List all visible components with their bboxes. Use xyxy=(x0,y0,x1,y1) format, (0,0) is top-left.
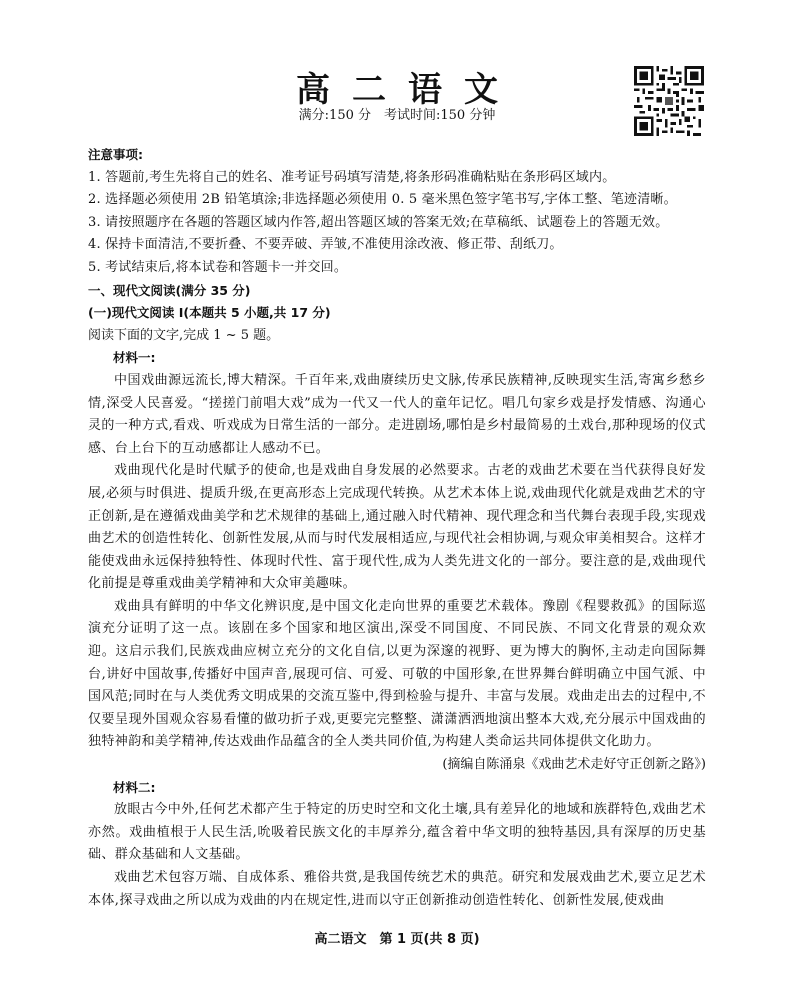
note-item: 3. 请按照题序在各题的答题区域内作答,超出答题区域的答案无效;在草稿纸、试题卷上的答题无效。 xyxy=(88,214,669,230)
note-item: 4. 保持卡面清洁,不要折叠、不要弄破、弄皱,不准使用涂改液、修正带、刮纸刀。 xyxy=(88,237,563,253)
material1-paragraph: 戏曲现代化是时代赋予的使命,也是戏曲自身发展的必然要求。古老的戏曲艺术要在当代获得良好发展,必须与时俱进、提质升级,在更高形态上完成现代转换。从艺术本体上说,戏曲现代化就是戏曲艺术的守正创新,是在遵循戏曲美学和艺术规律的基础上,通过融入时代精神、现代理念和当代舞台表现手段,实现戏曲艺术的创造性转化、创新性发展,从而与时代发展相适应,与现代社会相协调,与观众审美相契合。这样才能使戏曲永远保持独特性、体现时代性、富于现代性,成为人类先进文化的一部分。要注意的是,戏曲现代化前提是尊重戏曲美学精神和大众审美趣味。 xyxy=(88,463,706,592)
section-heading: 一、现代文阅读(满分 35 分) xyxy=(88,282,251,298)
reading-instruction: 阅读下面的文字,完成 1 ~ 5 题。 xyxy=(88,327,280,343)
page-title: 高二语文 xyxy=(296,70,520,110)
note-item: 2. 选择题必须使用 2B 铅笔填涂;非选择题必须使用 0. 5 毫米黑色签字笔书写,字体工整、笔迹清晰。 xyxy=(88,192,677,208)
material1-paragraph: 戏曲具有鲜明的中华文化辨识度,是中国文化走向世界的重要艺术载体。豫剧《程婴救孤》的国际巡演充分证明了这一点。该剧在多个国家和地区演出,深受不同国度、不同民族、不同文化背景的观众欢迎。这启示我们,民族戏曲应树立充分的文化自信,以更为深邃的视野、更为博大的胸怀,主动走向国际舞台,讲好中国故事,传播好中国声音,展现可信、可爱、可敬的中国形象,在世界舞台鲜明确立中国气派、中国风范;同时在与人类优秀文明成果的交流互鉴中,得到检验与提升、丰富与发展。戏曲走出去的过程中,不仅要呈现外国观众容易看懂的做功折子戏,更要完完整整、潇潇洒洒地演出整本大戏,充分展示中国戏曲的独特神韵和美学精神,传达戏曲作品蕴含的全人类共同价值,为构建人类命运共同体提供文化助力。 xyxy=(88,598,706,750)
material2-paragraph: 放眼古今中外,任何艺术都产生于特定的历史时空和文化土壤,具有差异化的地域和族群特色,戏曲艺术亦然。戏曲植根于人民生活,吮吸着民族文化的丰厚养分,蕴含着中华文明的独特基因,具有深厚的历史基础、群众基础和人文基础。 xyxy=(88,802,706,863)
material1-source: (摘编自陈涌泉《戏曲艺术走好守正创新之路》) xyxy=(442,757,706,773)
exam-info: 满分:150 分 考试时间:150 分钟 xyxy=(298,108,496,123)
material1-paragraph: 中国戏曲源远流长,博大精深。千百年来,戏曲赓续历史文脉,传承民族精神,反映现实生活,寄寓乡愁乡情,深受人民喜爱。“搓搓门前唱大戏”成为一代又一代人的童年记忆。唱几句家乡戏是抒发情感、沟通心灵的一种方式,看戏、听戏成为日常生活的一部分。走进剧场,哪怕是乡村最简易的土戏台,那种现场的仪式感、台上台下的互动感都让人感动不已。 xyxy=(88,372,706,456)
exam-content xyxy=(88,144,706,912)
note-item: 1. 答题前,考生先将自己的姓名、准考证号码填写清楚,将条形码准确粘贴在条形码区域内。 xyxy=(88,169,616,185)
qr-code-icon xyxy=(634,66,704,136)
notes-heading: 注意事项: xyxy=(88,147,143,162)
material2-paragraph: 戏曲艺术包容万端、自成体系、雅俗共赏,是我国传统艺术的典范。研究和发展戏曲艺术,要立足艺术本体,探寻戏曲之所以成为戏曲的内在规定性,进而以守正创新推动创造性转化、创新性发展,使戏曲 xyxy=(88,870,706,908)
material1-label: 材料一: xyxy=(113,350,156,366)
note-item: 5. 考试结束后,将本试卷和答题卡一并交回。 xyxy=(88,259,348,275)
section-subheading: (一)现代文阅读 I(本题共 5 小题,共 17 分) xyxy=(88,305,331,321)
page-footer: 高二语文 第 1 页(共 8 页) xyxy=(314,932,480,947)
material2-label: 材料二: xyxy=(113,779,156,795)
